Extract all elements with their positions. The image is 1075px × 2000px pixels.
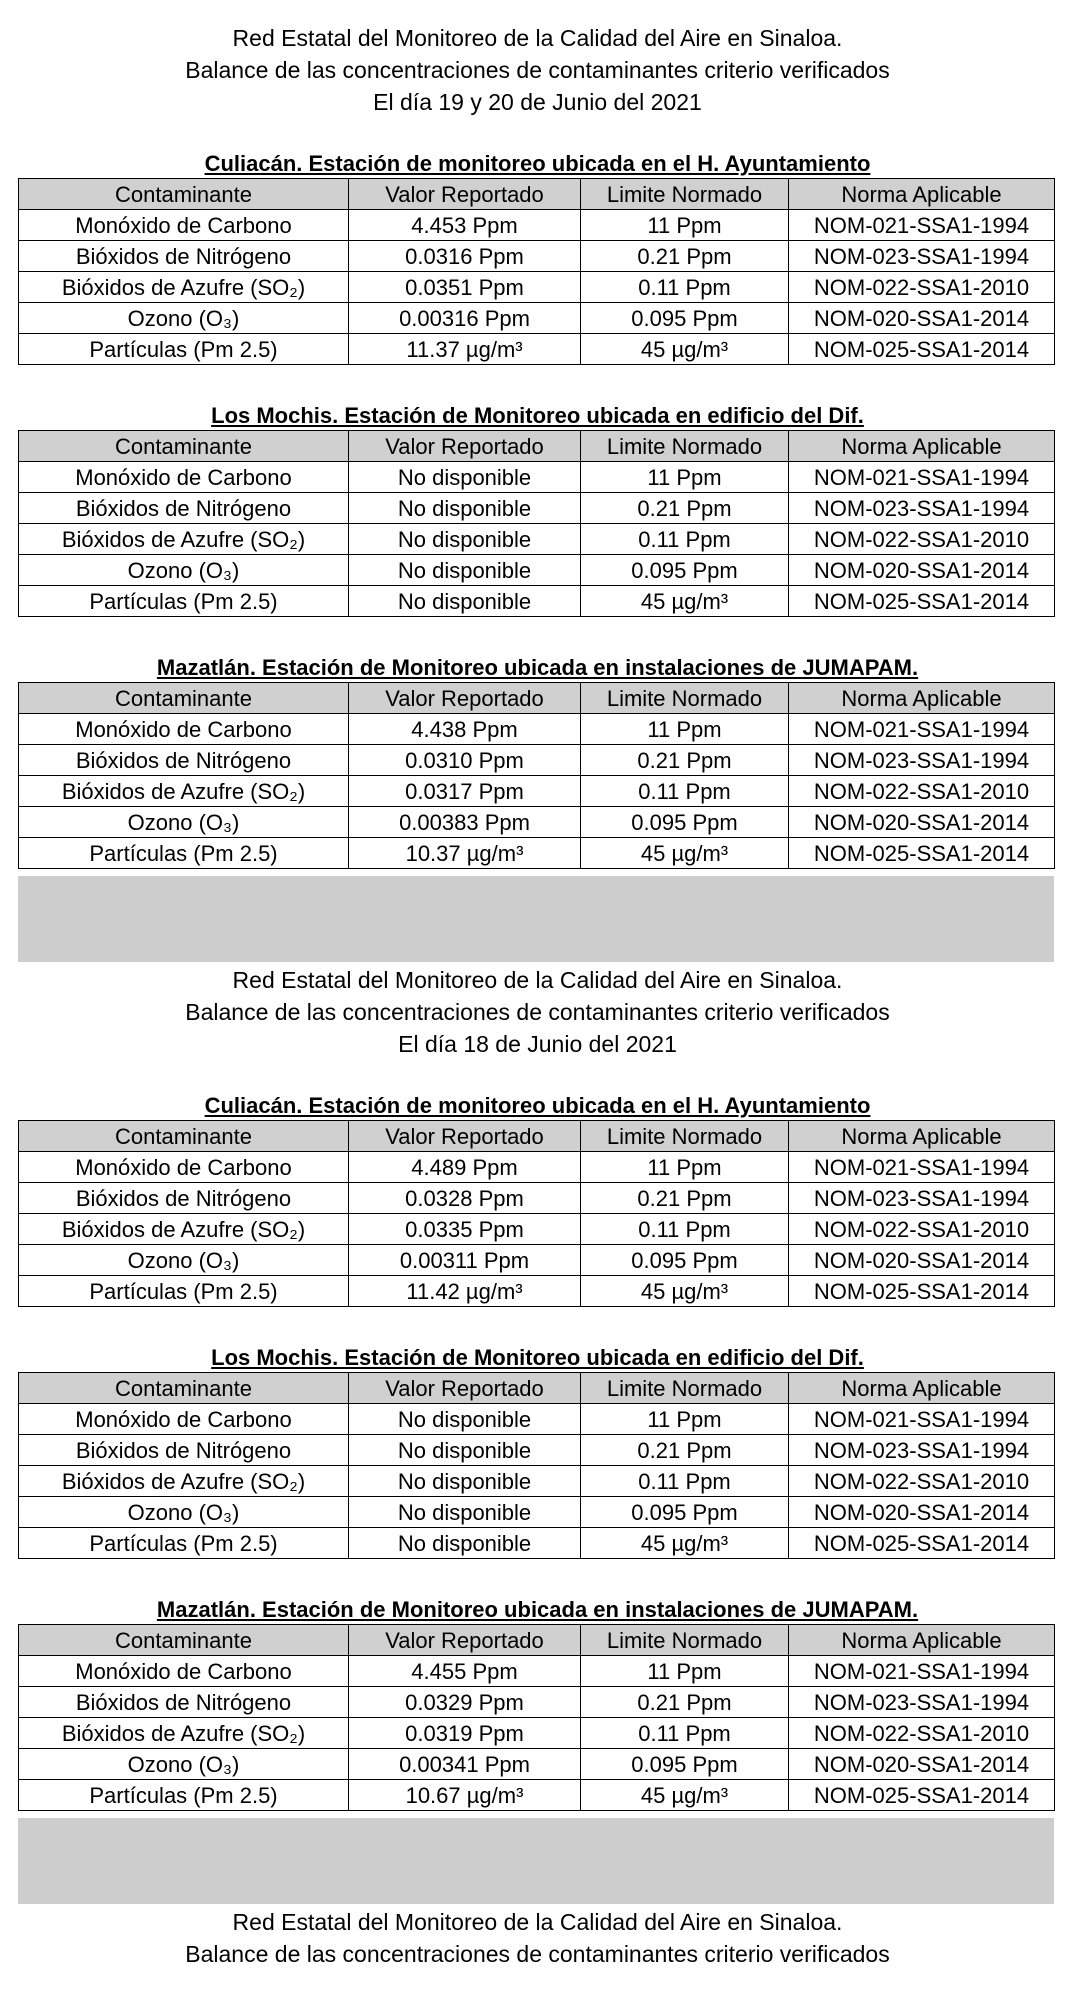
pollutant-cell: Ozono (O₃) xyxy=(19,303,349,334)
limit-cell: 11 Ppm xyxy=(581,210,789,241)
table-row xyxy=(19,1183,1055,1214)
column-header: Contaminante xyxy=(19,1625,349,1656)
column-header: Norma Aplicable xyxy=(789,179,1055,210)
pollutant-cell: Partículas (Pm 2.5) xyxy=(19,838,349,869)
norm-cell: NOM-021-SSA1-1994 xyxy=(789,1656,1055,1687)
reported-value-cell: 4.455 Ppm xyxy=(349,1656,581,1687)
pollutant-table xyxy=(18,178,1055,365)
limit-cell: 45 µg/m³ xyxy=(581,586,789,617)
station-title: Los Mochis. Estación de Monitoreo ubicada en edificio del Dif. xyxy=(211,403,864,428)
gray-separator xyxy=(0,1818,1075,1904)
column-header: Contaminante xyxy=(19,431,349,462)
limit-cell: 0.11 Ppm xyxy=(581,272,789,303)
pollutant-cell: Ozono (O₃) xyxy=(19,555,349,586)
pollutant-cell: Partículas (Pm 2.5) xyxy=(19,1780,349,1811)
reported-value-cell: 10.37 µg/m³ xyxy=(349,838,581,869)
norm-cell: NOM-023-SSA1-1994 xyxy=(789,241,1055,272)
pollutant-cell: Ozono (O₃) xyxy=(19,807,349,838)
limit-cell: 0.095 Ppm xyxy=(581,1245,789,1276)
reported-value-cell: 11.37 µg/m³ xyxy=(349,334,581,365)
header-line: Red Estatal del Monitoreo de la Calidad del Aire en Sinaloa. xyxy=(232,25,843,51)
norm-cell: NOM-020-SSA1-2014 xyxy=(789,555,1055,586)
table-row xyxy=(19,303,1055,334)
table-header-row xyxy=(19,1121,1055,1152)
limit-cell: 45 µg/m³ xyxy=(581,1276,789,1307)
pollutant-table xyxy=(18,1372,1055,1559)
limit-cell: 0.095 Ppm xyxy=(581,555,789,586)
column-header: Norma Aplicable xyxy=(789,1373,1055,1404)
reported-value-cell: No disponible xyxy=(349,1528,581,1559)
limit-cell: 0.11 Ppm xyxy=(581,1718,789,1749)
pollutant-table xyxy=(18,1624,1055,1811)
norm-cell: NOM-025-SSA1-2014 xyxy=(789,1780,1055,1811)
reported-value-cell: No disponible xyxy=(349,555,581,586)
pollutant-cell: Bióxidos de Azufre (SO₂) xyxy=(19,1466,349,1497)
norm-cell: NOM-023-SSA1-1994 xyxy=(789,1435,1055,1466)
header-line: El día 19 y 20 de Junio del 2021 xyxy=(373,89,702,115)
pollutant-cell: Partículas (Pm 2.5) xyxy=(19,1528,349,1559)
table-row xyxy=(19,1245,1055,1276)
norm-cell: NOM-025-SSA1-2014 xyxy=(789,586,1055,617)
table-row xyxy=(19,462,1055,493)
norm-cell: NOM-025-SSA1-2014 xyxy=(789,1276,1055,1307)
column-header: Norma Aplicable xyxy=(789,1121,1055,1152)
station-section xyxy=(0,1090,1075,1307)
table-row xyxy=(19,1404,1055,1435)
report-header xyxy=(0,22,1075,118)
reported-value-cell: 0.00311 Ppm xyxy=(349,1245,581,1276)
norm-cell: NOM-025-SSA1-2014 xyxy=(789,838,1055,869)
reported-value-cell: 0.0317 Ppm xyxy=(349,776,581,807)
station-title: Los Mochis. Estación de Monitoreo ubicada en edificio del Dif. xyxy=(211,1345,864,1370)
reported-value-cell: 4.438 Ppm xyxy=(349,714,581,745)
pollutant-cell: Bióxidos de Nitrógeno xyxy=(19,241,349,272)
table-row xyxy=(19,272,1055,303)
station-section xyxy=(0,1342,1075,1559)
limit-cell: 11 Ppm xyxy=(581,714,789,745)
table-row xyxy=(19,555,1055,586)
station-section xyxy=(0,652,1075,869)
norm-cell: NOM-020-SSA1-2014 xyxy=(789,1749,1055,1780)
table-row xyxy=(19,1276,1055,1307)
station-section xyxy=(0,148,1075,365)
reported-value-cell: No disponible xyxy=(349,1497,581,1528)
table-row xyxy=(19,838,1055,869)
column-header: Limite Normado xyxy=(581,1121,789,1152)
table-row xyxy=(19,493,1055,524)
pollutant-cell: Monóxido de Carbono xyxy=(19,714,349,745)
reported-value-cell: 11.42 µg/m³ xyxy=(349,1276,581,1307)
station-section xyxy=(0,400,1075,617)
header-line: Red Estatal del Monitoreo de la Calidad del Aire en Sinaloa. xyxy=(232,1909,843,1935)
column-header: Valor Reportado xyxy=(349,683,581,714)
norm-cell: NOM-021-SSA1-1994 xyxy=(789,462,1055,493)
limit-cell: 11 Ppm xyxy=(581,1152,789,1183)
column-header: Limite Normado xyxy=(581,683,789,714)
limit-cell: 0.21 Ppm xyxy=(581,1183,789,1214)
limit-cell: 0.21 Ppm xyxy=(581,1435,789,1466)
column-header: Valor Reportado xyxy=(349,1121,581,1152)
reported-value-cell: 4.453 Ppm xyxy=(349,210,581,241)
reported-value-cell: No disponible xyxy=(349,493,581,524)
column-header: Limite Normado xyxy=(581,1625,789,1656)
limit-cell: 0.21 Ppm xyxy=(581,1687,789,1718)
pollutant-cell: Partículas (Pm 2.5) xyxy=(19,1276,349,1307)
table-header-row xyxy=(19,179,1055,210)
table-row xyxy=(19,1656,1055,1687)
report-header xyxy=(0,964,1075,1060)
table-row xyxy=(19,1749,1055,1780)
limit-cell: 0.11 Ppm xyxy=(581,1214,789,1245)
norm-cell: NOM-022-SSA1-2010 xyxy=(789,272,1055,303)
limit-cell: 0.21 Ppm xyxy=(581,745,789,776)
table-row xyxy=(19,1780,1055,1811)
reported-value-cell: No disponible xyxy=(349,1435,581,1466)
pollutant-table xyxy=(18,430,1055,617)
reported-value-cell: No disponible xyxy=(349,462,581,493)
column-header: Norma Aplicable xyxy=(789,683,1055,714)
reported-value-cell: 0.00341 Ppm xyxy=(349,1749,581,1780)
station-title: Mazatlán. Estación de Monitoreo ubicada en instalaciones de JUMAPAM. xyxy=(156,1597,919,1622)
station-title: Culiacán. Estación de monitoreo ubicada en el H. Ayuntamiento xyxy=(204,1093,871,1118)
table-row xyxy=(19,776,1055,807)
reported-value-cell: 0.0335 Ppm xyxy=(349,1214,581,1245)
norm-cell: NOM-025-SSA1-2014 xyxy=(789,1528,1055,1559)
limit-cell: 0.11 Ppm xyxy=(581,776,789,807)
limit-cell: 11 Ppm xyxy=(581,1404,789,1435)
pollutant-cell: Bióxidos de Azufre (SO₂) xyxy=(19,776,349,807)
column-header: Valor Reportado xyxy=(349,179,581,210)
norm-cell: NOM-022-SSA1-2010 xyxy=(789,776,1055,807)
limit-cell: 0.21 Ppm xyxy=(581,241,789,272)
norm-cell: NOM-023-SSA1-1994 xyxy=(789,1687,1055,1718)
pollutant-table xyxy=(18,682,1055,869)
norm-cell: NOM-020-SSA1-2014 xyxy=(789,303,1055,334)
limit-cell: 11 Ppm xyxy=(581,462,789,493)
column-header: Norma Aplicable xyxy=(789,1625,1055,1656)
limit-cell: 45 µg/m³ xyxy=(581,334,789,365)
pollutant-cell: Bióxidos de Nitrógeno xyxy=(19,1435,349,1466)
norm-cell: NOM-021-SSA1-1994 xyxy=(789,210,1055,241)
pollutant-cell: Monóxido de Carbono xyxy=(19,210,349,241)
table-row xyxy=(19,714,1055,745)
header-line: Balance de las concentraciones de contaminantes criterio verificados xyxy=(185,57,890,83)
norm-cell: NOM-023-SSA1-1994 xyxy=(789,745,1055,776)
limit-cell: 0.095 Ppm xyxy=(581,1497,789,1528)
limit-cell: 0.21 Ppm xyxy=(581,493,789,524)
column-header: Valor Reportado xyxy=(349,431,581,462)
column-header: Contaminante xyxy=(19,1373,349,1404)
header-line: Balance de las concentraciones de contaminantes criterio verificados xyxy=(185,1941,890,1967)
reported-value-cell: No disponible xyxy=(349,1404,581,1435)
table-row xyxy=(19,1718,1055,1749)
norm-cell: NOM-023-SSA1-1994 xyxy=(789,493,1055,524)
reported-value-cell: No disponible xyxy=(349,1466,581,1497)
column-header: Contaminante xyxy=(19,683,349,714)
pollutant-table xyxy=(18,1120,1055,1307)
pollutant-cell: Bióxidos de Azufre (SO₂) xyxy=(19,524,349,555)
reported-value-cell: 0.0310 Ppm xyxy=(349,745,581,776)
column-header: Valor Reportado xyxy=(349,1625,581,1656)
norm-cell: NOM-020-SSA1-2014 xyxy=(789,807,1055,838)
limit-cell: 45 µg/m³ xyxy=(581,1780,789,1811)
limit-cell: 0.095 Ppm xyxy=(581,303,789,334)
reported-value-cell: 0.0351 Ppm xyxy=(349,272,581,303)
norm-cell: NOM-020-SSA1-2014 xyxy=(789,1497,1055,1528)
header-line: Balance de las concentraciones de contaminantes criterio verificados xyxy=(185,999,890,1025)
table-row xyxy=(19,1528,1055,1559)
reported-value-cell: 0.0319 Ppm xyxy=(349,1718,581,1749)
limit-cell: 0.11 Ppm xyxy=(581,524,789,555)
pollutant-cell: Partículas (Pm 2.5) xyxy=(19,334,349,365)
pollutant-cell: Ozono (O₃) xyxy=(19,1749,349,1780)
column-header: Limite Normado xyxy=(581,179,789,210)
table-row xyxy=(19,1687,1055,1718)
pollutant-cell: Bióxidos de Nitrógeno xyxy=(19,493,349,524)
station-title: Mazatlán. Estación de Monitoreo ubicada en instalaciones de JUMAPAM. xyxy=(156,655,919,680)
limit-cell: 0.095 Ppm xyxy=(581,807,789,838)
table-row xyxy=(19,1466,1055,1497)
limit-cell: 11 Ppm xyxy=(581,1656,789,1687)
column-header: Limite Normado xyxy=(581,431,789,462)
table-row xyxy=(19,1152,1055,1183)
header-line: El día 18 de Junio del 2021 xyxy=(398,1031,677,1057)
table-row xyxy=(19,807,1055,838)
pollutant-cell: Bióxidos de Nitrógeno xyxy=(19,1183,349,1214)
reported-value-cell: 0.00316 Ppm xyxy=(349,303,581,334)
reported-value-cell: 0.0329 Ppm xyxy=(349,1687,581,1718)
pollutant-cell: Bióxidos de Nitrógeno xyxy=(19,745,349,776)
pollutant-cell: Monóxido de Carbono xyxy=(19,1656,349,1687)
report-header xyxy=(0,1906,1075,1970)
limit-cell: 45 µg/m³ xyxy=(581,838,789,869)
pollutant-cell: Bióxidos de Azufre (SO₂) xyxy=(19,272,349,303)
limit-cell: 0.095 Ppm xyxy=(581,1749,789,1780)
station-section xyxy=(0,1594,1075,1811)
norm-cell: NOM-022-SSA1-2010 xyxy=(789,1718,1055,1749)
limit-cell: 45 µg/m³ xyxy=(581,1528,789,1559)
norm-cell: NOM-021-SSA1-1994 xyxy=(789,1404,1055,1435)
norm-cell: NOM-025-SSA1-2014 xyxy=(789,334,1055,365)
station-title: Culiacán. Estación de monitoreo ubicada en el H. Ayuntamiento xyxy=(204,151,871,176)
table-header-row xyxy=(19,431,1055,462)
limit-cell: 0.11 Ppm xyxy=(581,1466,789,1497)
column-header: Contaminante xyxy=(19,1121,349,1152)
reported-value-cell: 4.489 Ppm xyxy=(349,1152,581,1183)
pollutant-cell: Bióxidos de Azufre (SO₂) xyxy=(19,1718,349,1749)
column-header: Norma Aplicable xyxy=(789,431,1055,462)
norm-cell: NOM-022-SSA1-2010 xyxy=(789,1214,1055,1245)
pollutant-cell: Partículas (Pm 2.5) xyxy=(19,586,349,617)
column-header: Contaminante xyxy=(19,179,349,210)
pollutant-cell: Monóxido de Carbono xyxy=(19,1152,349,1183)
table-header-row xyxy=(19,1625,1055,1656)
pollutant-cell: Ozono (O₃) xyxy=(19,1497,349,1528)
table-header-row xyxy=(19,683,1055,714)
table-row xyxy=(19,334,1055,365)
norm-cell: NOM-023-SSA1-1994 xyxy=(789,1183,1055,1214)
reported-value-cell: 0.0328 Ppm xyxy=(349,1183,581,1214)
gray-separator xyxy=(0,876,1075,962)
pollutant-cell: Bióxidos de Azufre (SO₂) xyxy=(19,1214,349,1245)
pollutant-cell: Bióxidos de Nitrógeno xyxy=(19,1687,349,1718)
reported-value-cell: 0.0316 Ppm xyxy=(349,241,581,272)
norm-cell: NOM-021-SSA1-1994 xyxy=(789,1152,1055,1183)
norm-cell: NOM-022-SSA1-2010 xyxy=(789,1466,1055,1497)
header-line: Red Estatal del Monitoreo de la Calidad del Aire en Sinaloa. xyxy=(232,967,843,993)
table-header-row xyxy=(19,1373,1055,1404)
table-row xyxy=(19,745,1055,776)
table-row xyxy=(19,1435,1055,1466)
pollutant-cell: Monóxido de Carbono xyxy=(19,462,349,493)
column-header: Valor Reportado xyxy=(349,1373,581,1404)
norm-cell: NOM-020-SSA1-2014 xyxy=(789,1245,1055,1276)
column-header: Limite Normado xyxy=(581,1373,789,1404)
pollutant-cell: Monóxido de Carbono xyxy=(19,1404,349,1435)
table-row xyxy=(19,1214,1055,1245)
table-row xyxy=(19,524,1055,555)
norm-cell: NOM-022-SSA1-2010 xyxy=(789,524,1055,555)
reported-value-cell: No disponible xyxy=(349,524,581,555)
pollutant-cell: Ozono (O₃) xyxy=(19,1245,349,1276)
reported-value-cell: 10.67 µg/m³ xyxy=(349,1780,581,1811)
norm-cell: NOM-021-SSA1-1994 xyxy=(789,714,1055,745)
table-row xyxy=(19,241,1055,272)
reported-value-cell: 0.00383 Ppm xyxy=(349,807,581,838)
reported-value-cell: No disponible xyxy=(349,586,581,617)
table-row xyxy=(19,586,1055,617)
table-row xyxy=(19,1497,1055,1528)
table-row xyxy=(19,210,1055,241)
